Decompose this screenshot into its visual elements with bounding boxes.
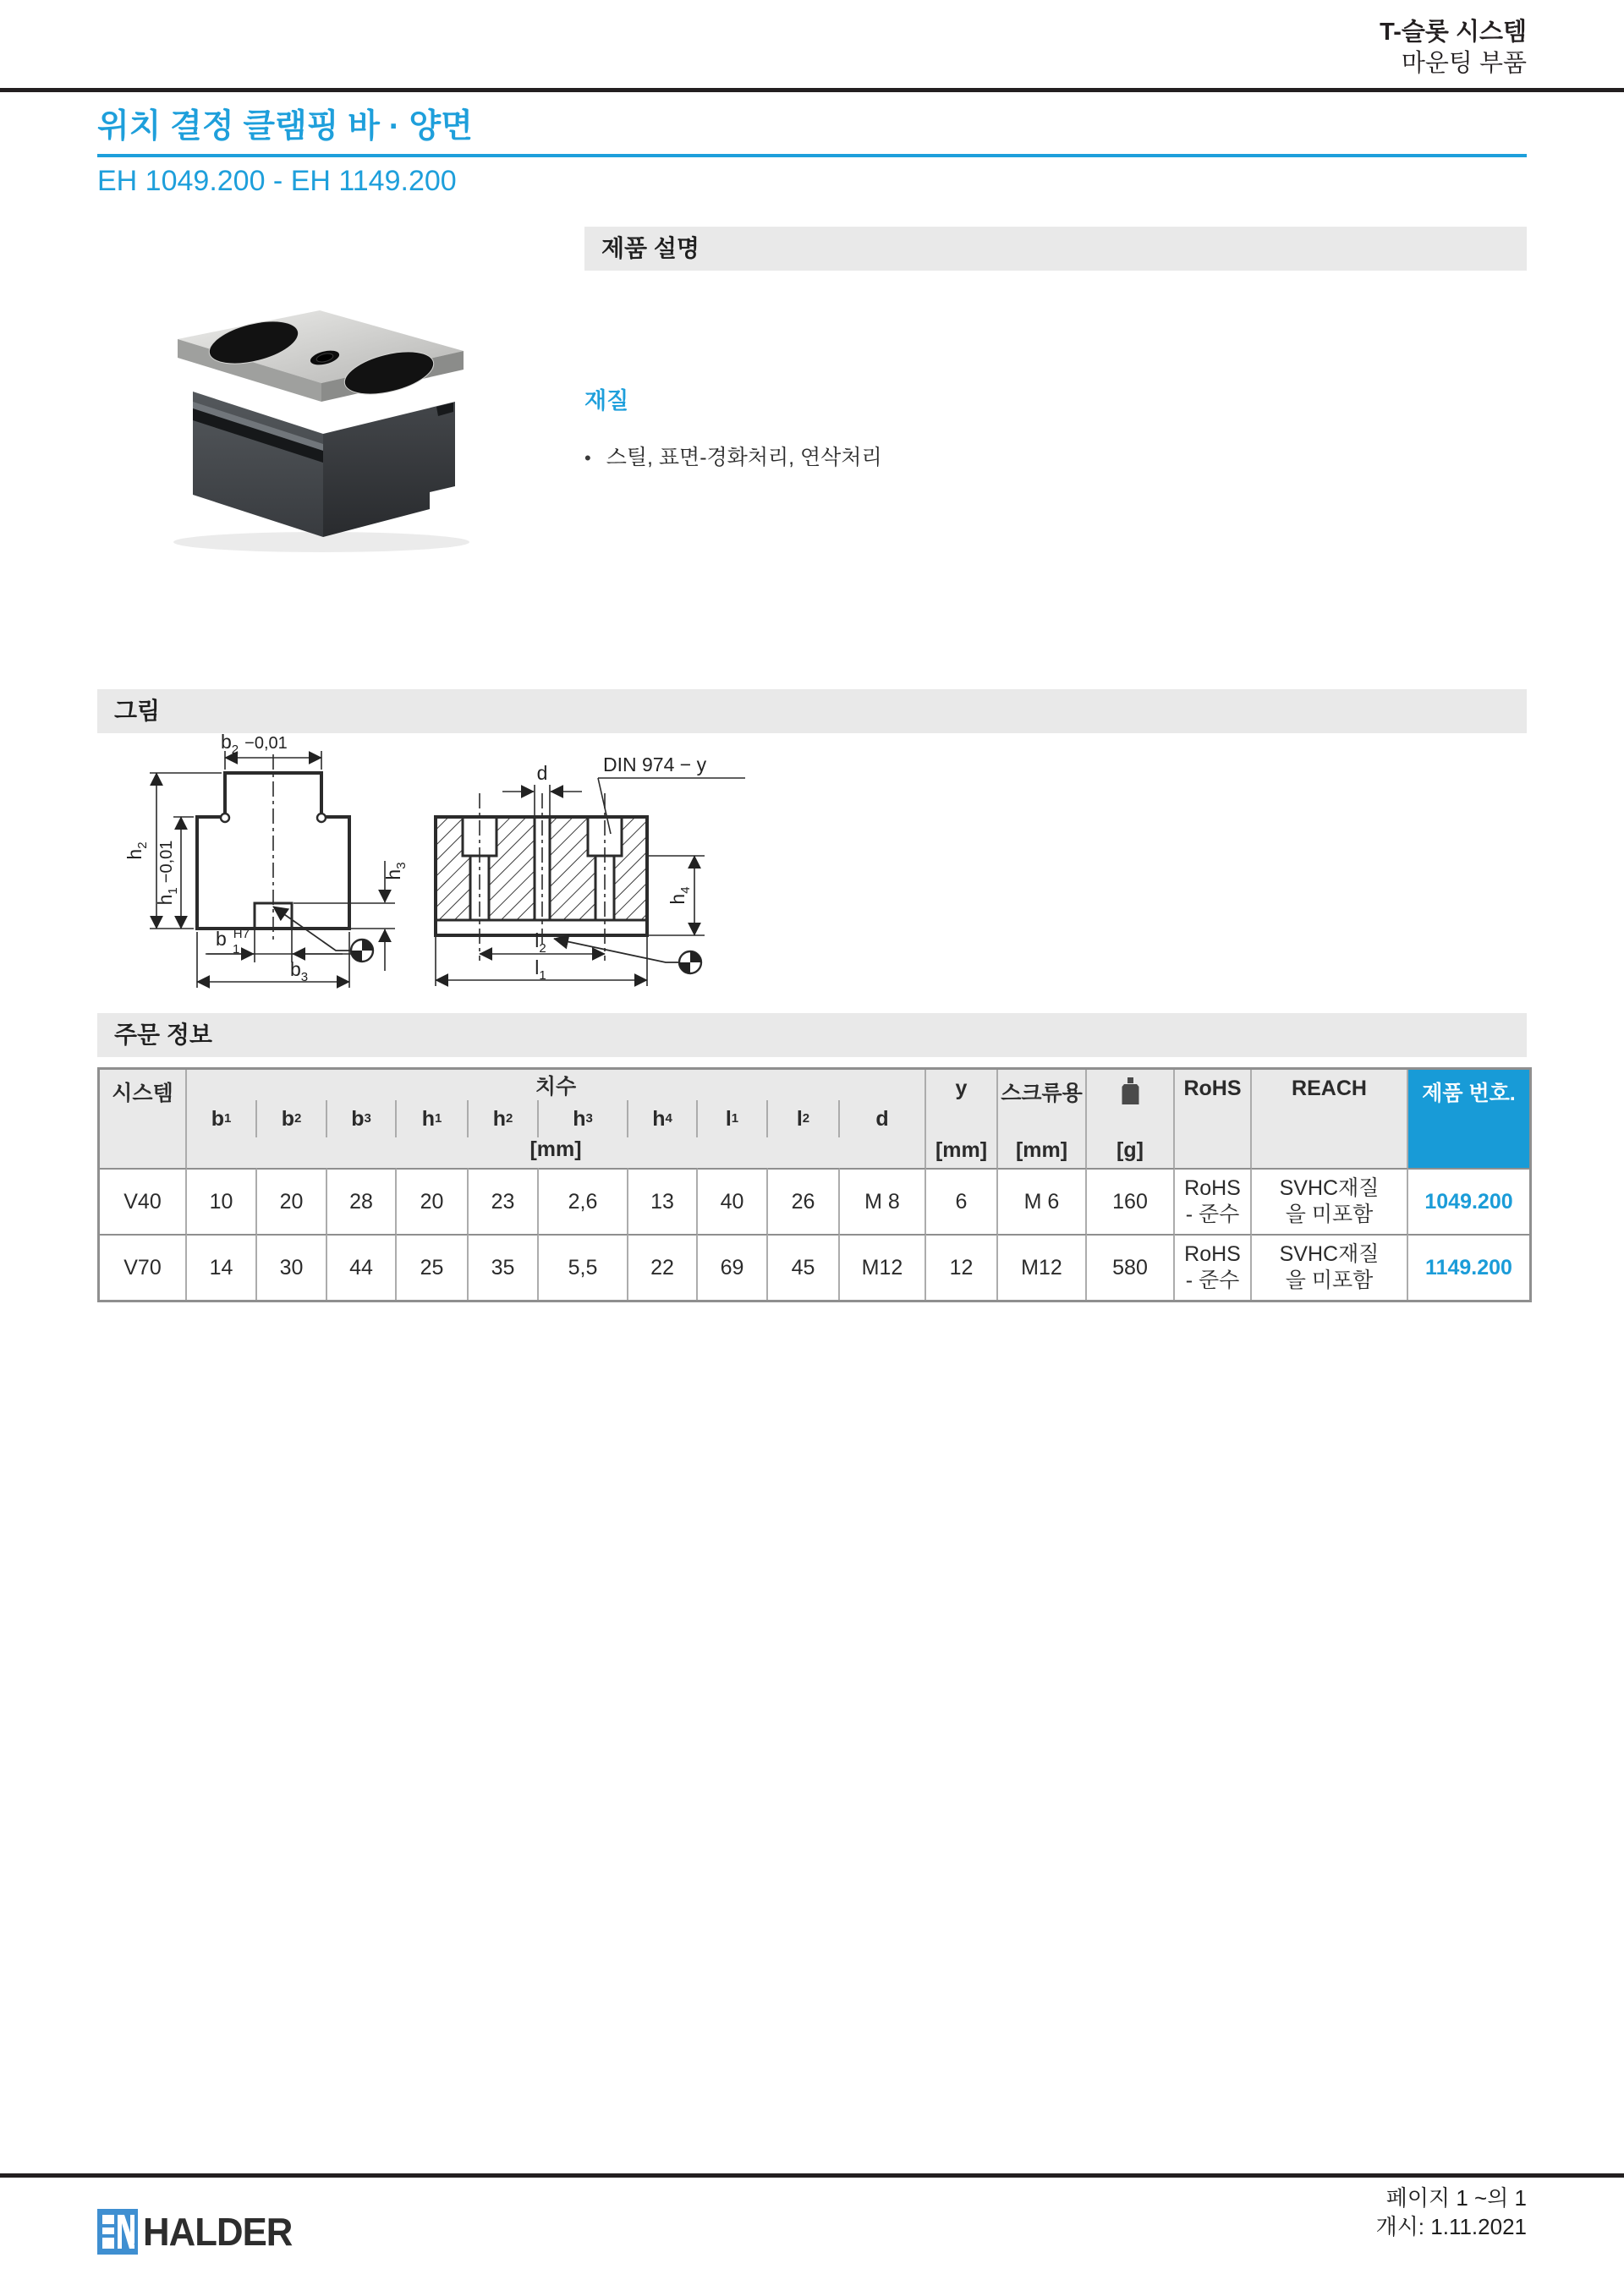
cell-h1: 25	[397, 1234, 469, 1300]
col-header-l2: l 2	[768, 1100, 840, 1137]
cell-d: M12	[840, 1234, 926, 1300]
dim-label-b1: b $^{H7}$ 1	[216, 927, 250, 956]
weight-icon	[1119, 1077, 1142, 1105]
cell-y: 6	[926, 1168, 998, 1234]
cell-l1: 40	[698, 1168, 768, 1234]
footer-info	[1376, 2184, 1527, 2241]
title-block	[97, 108, 1527, 198]
cell-h1: 20	[397, 1168, 469, 1234]
product-photo	[127, 283, 524, 562]
dims-group-title: 치수	[535, 1075, 577, 1099]
dims-unit: [mm]	[529, 1137, 582, 1161]
technical-drawing	[97, 732, 765, 1011]
section-bar-description: 제품 설명	[584, 227, 1527, 271]
col-header-l1: l 1	[698, 1100, 768, 1137]
cell-rohs: RoHS - 준수	[1175, 1168, 1252, 1234]
top-rule	[0, 88, 1624, 92]
brand-logo	[97, 2209, 300, 2255]
cell-b1: 14	[187, 1234, 257, 1300]
order-table	[97, 1067, 1532, 1302]
col-header-y: y [mm]	[926, 1070, 998, 1168]
col-header-rohs: RoHS	[1175, 1070, 1252, 1168]
header-line1: T-슬롯 시스템	[1380, 19, 1527, 46]
cell-screw: M12	[998, 1234, 1087, 1300]
dim-label-b3: $b_3$	[290, 958, 309, 984]
issue-date: 개시: 1.11.2021	[1375, 2214, 1527, 2239]
cell-l2: 45	[768, 1234, 840, 1300]
cell-h2: 35	[469, 1234, 539, 1300]
brand-name: HALDER	[143, 2210, 293, 2254]
col-header-dimensions	[187, 1070, 926, 1168]
col-header-weight: [g]	[1087, 1070, 1175, 1168]
page-title: 위치 결정 클램핑 바 · 양면	[97, 108, 473, 145]
cell-h4: 22	[628, 1234, 698, 1300]
cell-h3: 2,6	[539, 1168, 628, 1234]
section-bar-drawing: 그림	[97, 689, 1527, 733]
material-heading: 재질	[584, 388, 629, 414]
description-column	[584, 382, 1527, 471]
cell-weight: 160	[1087, 1168, 1175, 1234]
cell-rohs: RoHS - 준수	[1175, 1234, 1252, 1300]
col-header-product: 제품 번호.	[1408, 1070, 1529, 1168]
col-header-b2: b 2	[257, 1100, 327, 1137]
cell-b3: 44	[327, 1234, 397, 1300]
cell-reach: SVHC재질 을 미포함	[1252, 1234, 1408, 1300]
cell-reach: SVHC재질 을 미포함	[1252, 1168, 1408, 1234]
cell-product-number[interactable]: 1049.200	[1408, 1168, 1529, 1234]
dim-label-d: d	[536, 762, 548, 784]
cell-system: V70	[100, 1234, 187, 1300]
cell-y: 12	[926, 1234, 998, 1300]
dim-label-l2: $l_2$	[535, 929, 546, 956]
bullet-icon: •	[584, 447, 591, 469]
cell-h3: 5,5	[539, 1234, 628, 1300]
cell-d: M 8	[840, 1168, 926, 1234]
surface-finish-icon	[554, 939, 701, 973]
din-label: DIN 974 − y	[603, 753, 707, 775]
cell-l1: 69	[698, 1234, 768, 1300]
product-range: EH 1049.200 - EH 1149.200	[97, 165, 457, 197]
dim-label-h3: $h_3$	[382, 862, 409, 880]
cell-screw: M 6	[998, 1168, 1087, 1234]
material-text: 스틸, 표면-경화처리, 연삭처리	[606, 446, 882, 469]
dim-label-l1: $l_1$	[535, 956, 546, 983]
section-bar-order: 주문 정보	[97, 1013, 1527, 1057]
col-header-h4: h 4	[628, 1100, 698, 1137]
col-header-reach: REACH	[1252, 1070, 1408, 1168]
material-bullet	[584, 441, 1527, 471]
cell-h4: 13	[628, 1168, 698, 1234]
dim-label-h2: $h_2$	[123, 841, 150, 860]
cell-l2: 26	[768, 1168, 840, 1234]
cell-b2: 30	[257, 1234, 327, 1300]
dim-label-b2: $b_2 -0,01$	[221, 732, 288, 757]
halder-logo-icon	[97, 2209, 138, 2255]
header-line2: 마운팅 부품	[1401, 50, 1527, 77]
footer-rule	[0, 2173, 1624, 2178]
col-header-h3: h 3	[539, 1100, 628, 1137]
cell-h2: 23	[469, 1168, 539, 1234]
cell-weight: 580	[1087, 1234, 1175, 1300]
page-header	[1380, 17, 1527, 79]
col-header-h1: h 1	[397, 1100, 469, 1137]
cell-b3: 28	[327, 1168, 397, 1234]
dims-sub-headers	[187, 1100, 924, 1137]
col-header-system: 시스템	[100, 1070, 187, 1168]
col-header-screw: 스크류용 [mm]	[998, 1070, 1087, 1168]
col-header-h2: h 2	[469, 1100, 539, 1137]
dim-label-h1: $h_1-0,01$	[154, 840, 180, 906]
title-underline	[97, 154, 1527, 157]
col-header-b1: b 1	[187, 1100, 257, 1137]
dim-label-h4: $h_4$	[667, 886, 693, 905]
col-header-b3: b 3	[327, 1100, 397, 1137]
page-number: 페이지 1 ~의 1	[1385, 2185, 1527, 2211]
cell-product-number[interactable]: 1149.200	[1408, 1234, 1529, 1300]
cell-b2: 20	[257, 1168, 327, 1234]
cell-b1: 10	[187, 1168, 257, 1234]
col-header-d: d	[875, 1106, 889, 1131]
cell-system: V40	[100, 1168, 187, 1234]
